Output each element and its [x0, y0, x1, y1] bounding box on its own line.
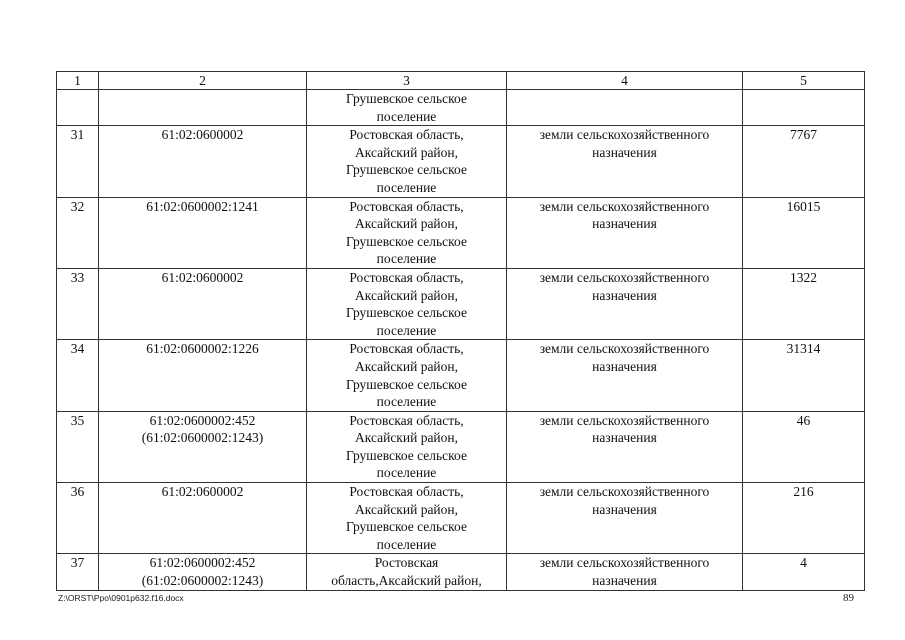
row-number: 36	[57, 483, 99, 554]
land-category: земли сельскохозяйственного назначения	[507, 197, 743, 268]
table-row	[57, 411, 865, 482]
header-cell: 3	[307, 72, 507, 90]
table-row	[57, 268, 865, 339]
table-row	[57, 340, 865, 411]
area-value: 46	[743, 411, 865, 482]
cadastral-number: 61:02:0600002	[99, 126, 307, 197]
cadastral-number: 61:02:0600002	[99, 483, 307, 554]
area-value: 4	[743, 554, 865, 590]
cadastral-number: 61:02:0600002:1241	[99, 197, 307, 268]
table-row	[57, 126, 865, 197]
table-row	[57, 483, 865, 554]
land-category: земли сельскохозяйственного назначения	[507, 126, 743, 197]
land-category	[507, 90, 743, 126]
land-category: земли сельскохозяйственного назначения	[507, 340, 743, 411]
land-category: земли сельскохозяйственного назначения	[507, 411, 743, 482]
area-value: 216	[743, 483, 865, 554]
area-value	[743, 90, 865, 126]
header-cell: 2	[99, 72, 307, 90]
location-address: Ростовская область, Аксайский район, Грушевское сельское поселение	[307, 126, 507, 197]
location-address: Ростовская область, Аксайский район, Грушевское сельское поселение	[307, 411, 507, 482]
cadastral-number	[99, 90, 307, 126]
cadastral-number: 61:02:0600002:452 (61:02:0600002:1243)	[99, 554, 307, 590]
cadastral-number: 61:02:0600002:1226	[99, 340, 307, 411]
cadastral-number: 61:02:0600002	[99, 268, 307, 339]
row-number: 33	[57, 268, 99, 339]
row-number: 32	[57, 197, 99, 268]
land-category: земли сельскохозяйственного назначения	[507, 554, 743, 590]
header-cell: 5	[743, 72, 865, 90]
table-row	[57, 554, 865, 590]
location-address: Ростовская область, Аксайский район, Грушевское сельское поселение	[307, 268, 507, 339]
location-address: Ростовская область, Аксайский район, Грушевское сельское поселение	[307, 197, 507, 268]
area-value: 1322	[743, 268, 865, 339]
location-address: Грушевское сельское поселение	[307, 90, 507, 126]
location-address: Ростовская область, Аксайский район, Грушевское сельское поселение	[307, 340, 507, 411]
header-cell: 4	[507, 72, 743, 90]
area-value: 16015	[743, 197, 865, 268]
page-number: 89	[843, 592, 854, 604]
row-number: 35	[57, 411, 99, 482]
location-address: Ростовская область,Аксайский район,	[307, 554, 507, 590]
footer-file-path: Z:\ORST\Ppo\0901p632.f16.docx	[58, 593, 184, 603]
cadastral-number: 61:02:0600002:452 (61:02:0600002:1243)	[99, 411, 307, 482]
table-row	[57, 90, 865, 126]
table-header-row	[57, 72, 865, 90]
table-row	[57, 197, 865, 268]
row-number	[57, 90, 99, 126]
header-cell: 1	[57, 72, 99, 90]
row-number: 34	[57, 340, 99, 411]
land-plots-table	[56, 71, 865, 591]
land-category: земли сельскохозяйственного назначения	[507, 268, 743, 339]
location-address: Ростовская область, Аксайский район, Грушевское сельское поселение	[307, 483, 507, 554]
row-number: 31	[57, 126, 99, 197]
area-value: 7767	[743, 126, 865, 197]
row-number: 37	[57, 554, 99, 590]
area-value: 31314	[743, 340, 865, 411]
land-category: земли сельскохозяйственного назначения	[507, 483, 743, 554]
